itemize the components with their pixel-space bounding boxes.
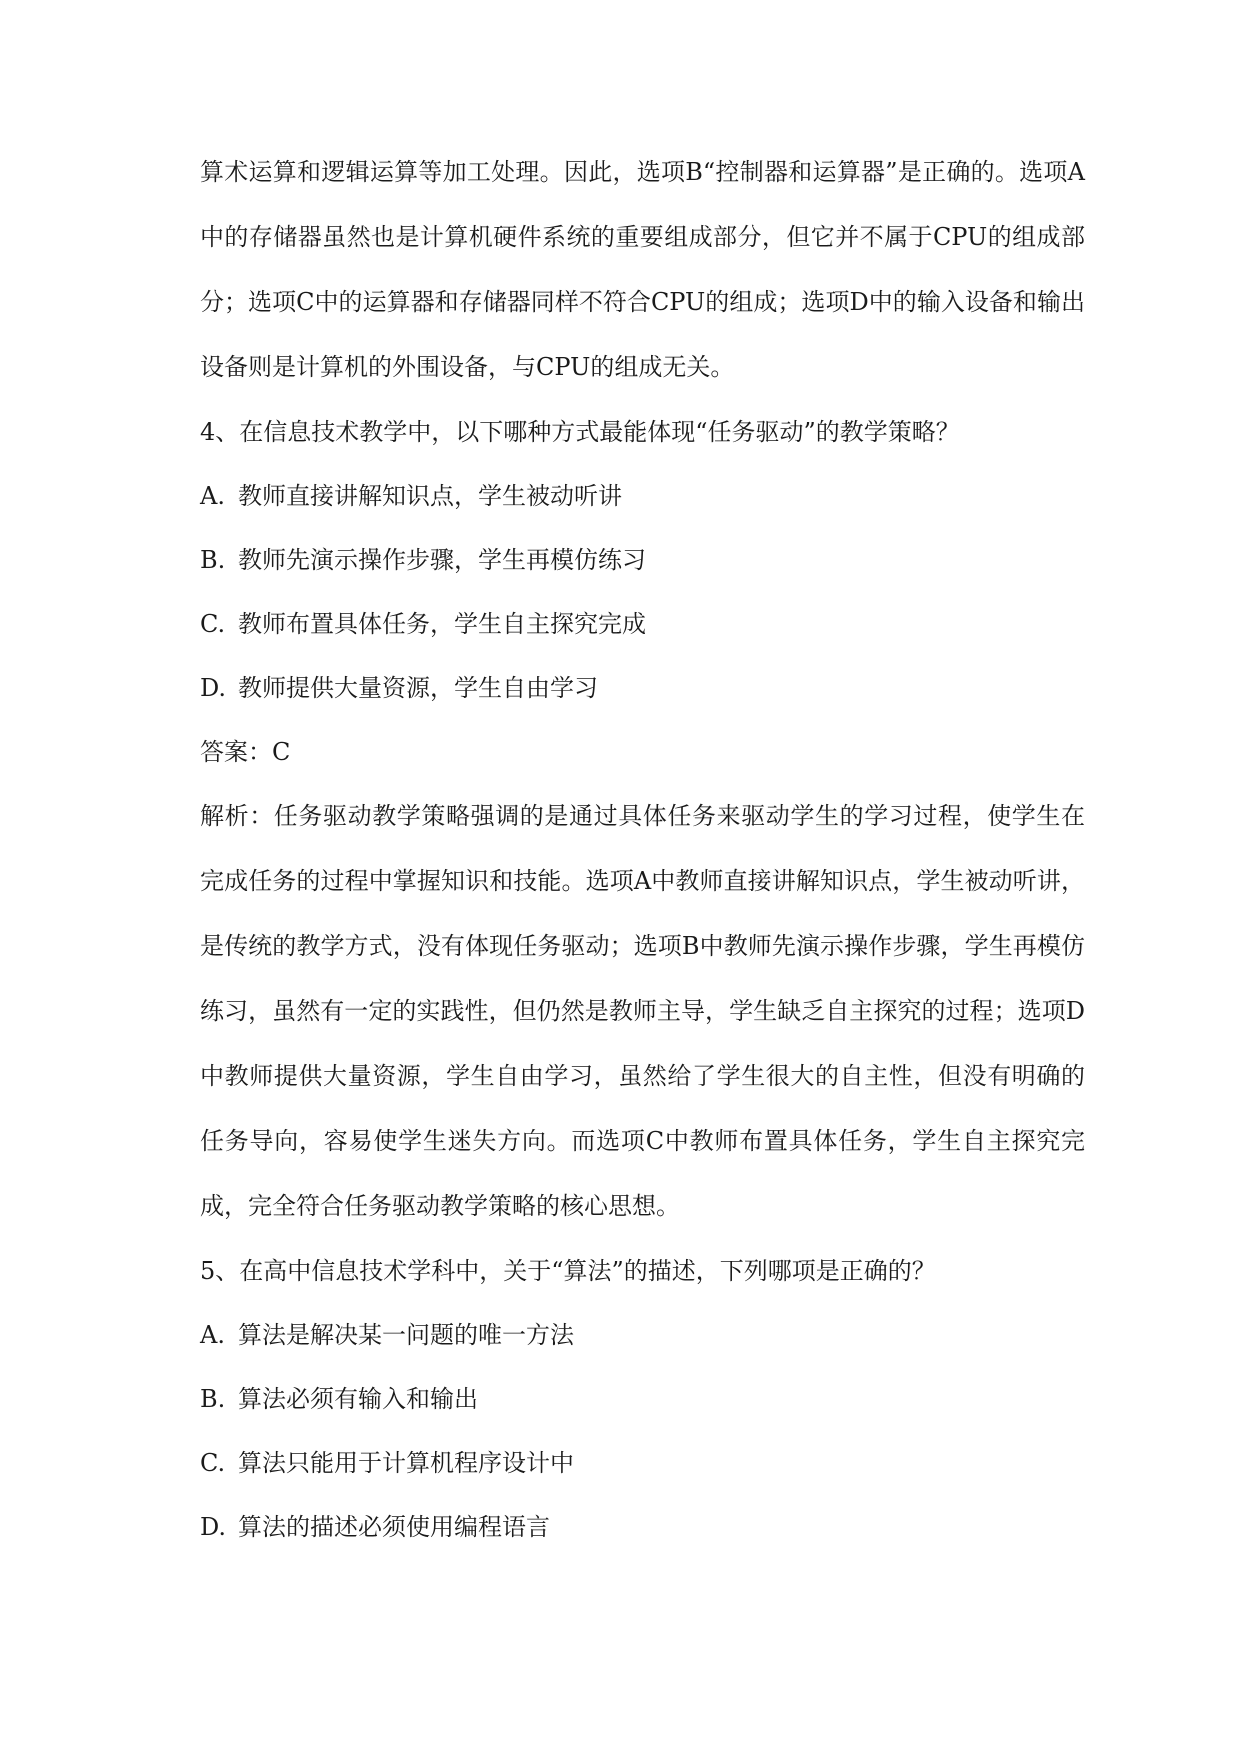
q4-option-b [200,528,1085,592]
option-text: 算法的描述必须使用编程语言 [238,1513,550,1541]
q4-explanation-paragraph: 解析：任务驱动教学策略强调的是通过具体任务来驱动学生的学习过程，使学生在完成任务的过程中掌握知识和技能。选项A中教师直接讲解知识点，学生被动听讲，是传统的教学方式，没有体现任务驱动；选项B中教师先演示操作步骤，学生再模仿练习，虽然有一定的实践性，但仍然是教师主导，学生缺乏自主探究的过程；选项D中教师提供大量资源，学生自由学习，虽然给了学生很大的自主性，但没有明确的任务导向，容易使学生迷失方向。而选项C中教师布置具体任务，学生自主探究完成，完全符合任务驱动教学策略的核心思想。 [200,802,1085,1220]
q4-option-d [200,656,1085,720]
q5-option-c [200,1431,1085,1495]
option-text: 教师提供大量资源，学生自由学习 [238,674,598,702]
q3-explanation-paragraph: 算术运算和逻辑运算等加工处理。因此，选项B“控制器和运算器”是正确的。选项A中的存储器虽然也是计算机硬件系统的重要组成部分，但它并不属于CPU的组成部分；选项C中的运算器和存储器同样不符合CPU的组成；选项D中的输入设备和输出设备则是计算机的外围设备，与CPU的组成无关。 [200,158,1085,381]
q4-answer: 答案：C [200,738,291,766]
q5-option-a [200,1303,1085,1367]
q5-stem: 5、在高中信息技术学科中，关于“算法”的描述，下列哪项是正确的？ [200,1257,936,1285]
option-text: 教师直接讲解知识点，学生被动听讲 [238,482,622,510]
option-letter: B. [200,1385,226,1413]
option-text: 教师先演示操作步骤，学生再模仿练习 [238,546,646,574]
q5-option-d [200,1495,1085,1559]
q5-option-b [200,1367,1085,1431]
option-letter: A. [200,482,225,510]
option-letter: C. [200,610,226,638]
option-text: 算法是解决某一问题的唯一方法 [238,1321,574,1349]
q4-option-a [200,464,1085,528]
option-text: 教师布置具体任务，学生自主探究完成 [238,610,646,638]
option-text: 算法只能用于计算机程序设计中 [238,1449,574,1477]
option-letter: D. [200,674,227,702]
document-content [200,140,1085,1559]
option-letter: A. [200,1321,225,1349]
q4-stem: 4、在信息技术教学中，以下哪种方式最能体现“任务驱动”的教学策略？ [200,418,960,446]
q4-option-c [200,592,1085,656]
option-letter: D. [200,1513,227,1541]
option-text: 算法必须有输入和输出 [238,1385,478,1413]
option-letter: B. [200,546,226,574]
option-letter: C. [200,1449,226,1477]
